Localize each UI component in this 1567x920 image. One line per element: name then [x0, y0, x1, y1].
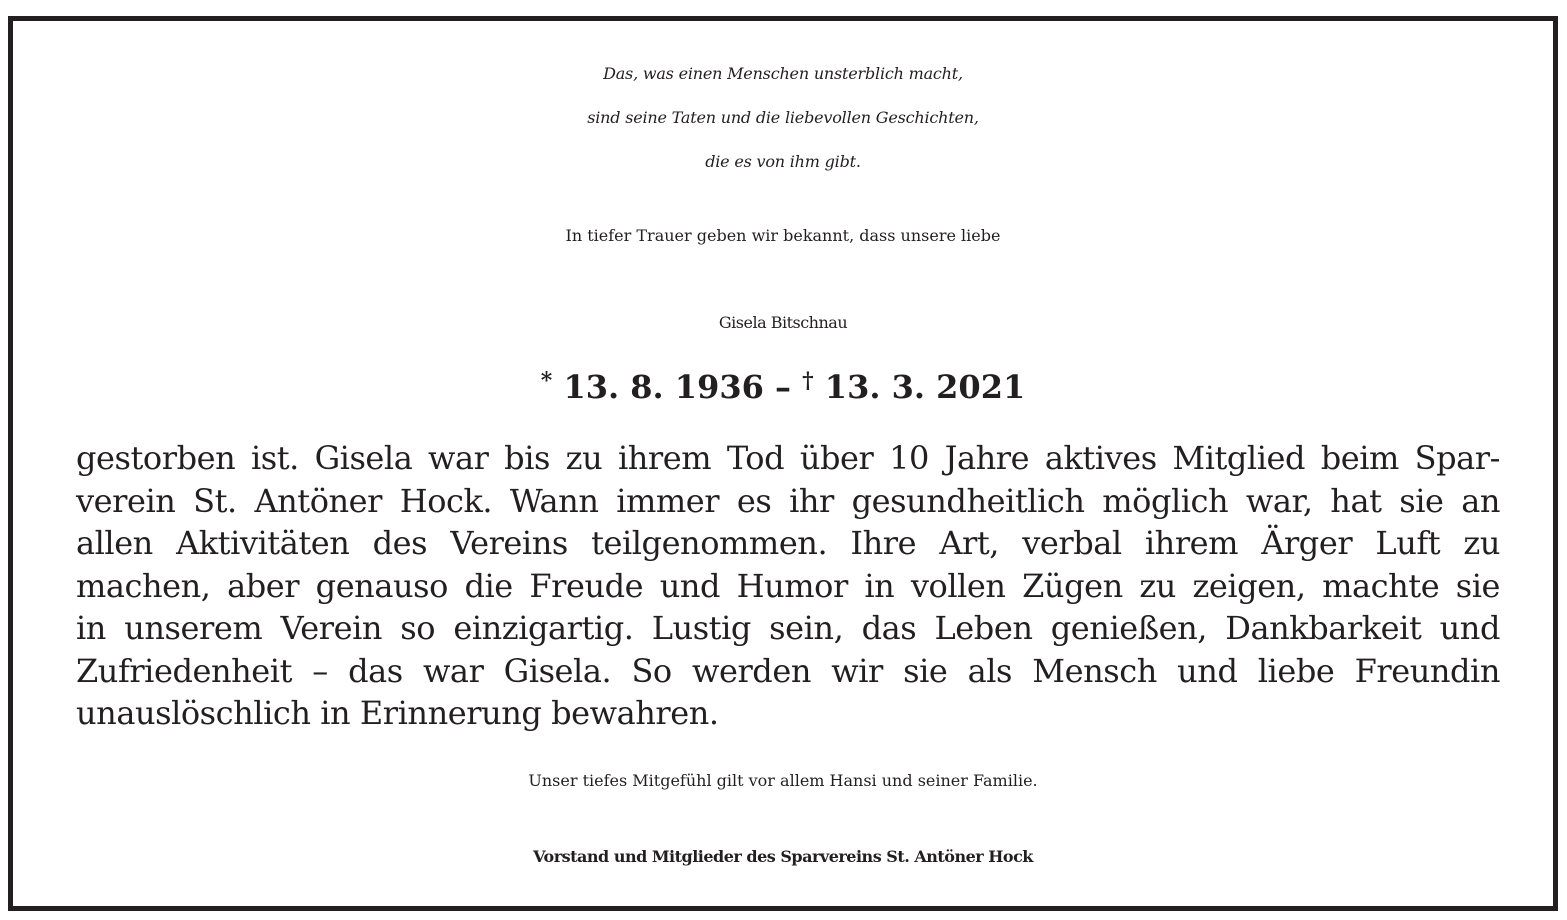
signature: Vorstand und Mitglieder des Sparvereins St. Antöner Hock [533, 847, 1033, 866]
quote-line-2: sind seine Taten und die liebevollen Geschichten, [587, 108, 979, 127]
life-dates [13, 359, 1553, 409]
obituary-body [76, 437, 1500, 735]
body-line: Zufriedenheit – das war Gisela. So werden wir sie als Mensch und liebe Freundin [76, 651, 1500, 690]
date-separator: – [775, 368, 791, 406]
obituary-frame [8, 16, 1558, 911]
body-line: in unserem Verein so einzigartig. Lustig sein, das Leben genießen, Dankbarkeit und [76, 609, 1500, 647]
deceased-name: Gisela Bitschnau [718, 313, 848, 332]
death-date: 13. 3. 2021 [824, 368, 1026, 406]
body-line: allen Aktivitäten des Vereins teilgenommen. Ihre Art, verbal ihrem Ärger Luft zu [76, 524, 1500, 562]
body-line: unauslöschlich in Erinnerung bewahren. [76, 694, 719, 732]
quote-line-1: Das, was einen Menschen unsterblich macht, [603, 64, 963, 83]
sympathy-text: Unser tiefes Mitgefühl gilt vor allem Hansi und seiner Familie. [528, 771, 1038, 790]
memorial-quote [13, 52, 1553, 184]
birth-date: 13. 8. 1936 [563, 368, 764, 406]
body-line: verein St. Antöner Hock. Wann immer es ihr gesundheitlich möglich war, hat sie an [76, 481, 1500, 520]
quote-line-3: die es von ihm gibt. [705, 152, 861, 171]
death-mark: † [802, 368, 814, 394]
birth-mark: * [540, 368, 553, 394]
body-line: gestorben ist. Gisela war bis zu ihrem Tod über 10 Jahre aktives Mitglied beim Spar- [76, 439, 1500, 477]
body-line: machen, aber genauso die Freude und Humor in vollen Zügen zu zeigen, machte sie [76, 566, 1500, 605]
announcement-text: In tiefer Trauer geben wir bekannt, dass unsere liebe [565, 226, 1001, 245]
obituary-content [13, 21, 1553, 906]
